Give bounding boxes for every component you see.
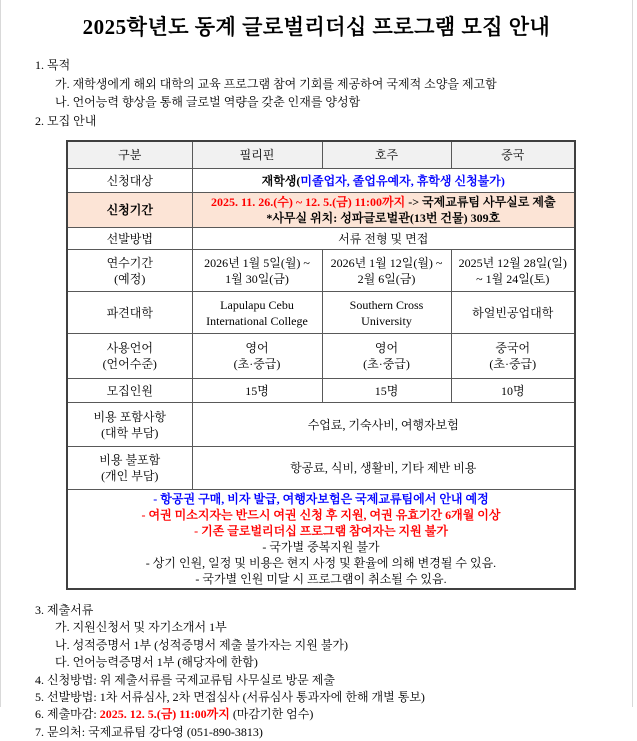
documents-item: 가. 지원신청서 및 자기소개서 1부	[55, 620, 227, 635]
cost-included-value: 수업료, 기숙사비, 여행자보험	[192, 403, 575, 447]
purpose-heading: 1. 목적	[35, 58, 71, 72]
row-quota	[67, 379, 575, 403]
eligibility-prefix: 재학생(	[261, 173, 301, 188]
university-label: 파견대학	[67, 292, 192, 334]
language-au-level: (초·중급)	[363, 357, 410, 371]
note-previous-participants: - 기존 글로벌리더십 프로그램 참여자는 지원 불가	[194, 524, 448, 538]
section-bottom	[35, 602, 632, 741]
cost-included-label	[67, 403, 192, 447]
language-australia	[322, 334, 451, 379]
quota-china: 10명	[451, 379, 575, 403]
period-deadline: 2025. 11. 26.(수) ~ 12. 5.(금) 11:00까지	[210, 195, 406, 209]
recruit-heading: 2. 모집 안내	[35, 113, 97, 128]
cost-excluded-label	[67, 447, 192, 490]
cost-excluded-label-line1: 비용 불포함	[99, 453, 161, 467]
note-subject-to-change: - 상기 인원, 일정 및 비용은 현지 사정 및 환율에 의해 변경될 수 있음.	[145, 556, 497, 570]
duration-australia	[322, 250, 451, 292]
language-ph-name: 영어	[245, 341, 269, 355]
language-label-line2: (언어수준)	[102, 357, 157, 371]
row-notes	[67, 490, 575, 590]
language-ph-level: (초·중급)	[233, 357, 281, 371]
documents-item: 다. 언어능력증명서 1부 (해당자에 한함)	[55, 655, 258, 670]
university-philippines: Lapulapu Cebu International College	[192, 292, 322, 334]
row-eligibility	[67, 169, 575, 193]
duration-ph-line2: 1월 30일(금)	[225, 271, 289, 286]
col-header-china: 중국	[451, 141, 575, 169]
documents-heading: 3. 제출서류	[35, 603, 94, 617]
duration-au-line2: 2월 6일(금)	[357, 271, 416, 286]
quota-australia: 15명	[322, 379, 451, 403]
duration-cn-line1: 2025년 12월 28일(일)	[458, 255, 567, 270]
selection-label: 선발방법	[67, 228, 192, 250]
language-cn-level: (초·중급)	[489, 357, 537, 371]
documents-item: 나. 성적증명서 1부 (성적증명서 제출 불가자는 지원 불가)	[55, 637, 349, 652]
cost-included-label-line2: (대학 부담)	[101, 425, 159, 440]
language-label-line1: 사용언어	[106, 341, 153, 355]
row-application-period	[67, 193, 575, 228]
duration-china	[451, 250, 575, 292]
apply-method-line: 4. 신청방법: 위 제출서류를 국제교류팀 사무실로 방문 제출	[35, 672, 335, 687]
deadline-suffix: (마감기한 엄수)	[229, 707, 314, 722]
deadline-prefix: 6. 제출마감:	[35, 707, 100, 722]
language-au-name: 영어	[374, 341, 399, 355]
quota-label: 모집인원	[67, 379, 192, 403]
purpose-item: 나. 언어능력 향상을 통해 글로벌 역량을 갖춘 인재를 양성함	[55, 95, 361, 109]
cost-included-label-line1: 비용 포함사항	[93, 409, 167, 424]
period-value	[192, 193, 575, 228]
university-china: 하얼빈공업대학	[451, 292, 575, 334]
selection-method-line: 5. 선발방법: 1차 서류심사, 2차 면접심사 (서류심사 통과자에 한해 개별 통보)	[35, 690, 425, 705]
row-host-university	[67, 292, 575, 334]
cost-excluded-value: 항공료, 식비, 생활비, 기타 제반 비용	[192, 447, 575, 490]
table-notes	[67, 490, 575, 590]
language-china	[451, 334, 575, 379]
note-airfare-visa: - 항공권 구매, 비자 발급, 여행자보험은 국제교류팀에서 안내 예정	[153, 492, 489, 506]
selection-value: 서류 전형 및 면접	[192, 228, 575, 250]
quota-philippines: 15명	[192, 379, 322, 403]
purpose-item: 가. 재학생에게 해외 대학의 교육 프로그램 참여 기회를 제공하여 국제적 소양을 제고함	[55, 76, 497, 91]
period-line1	[195, 194, 573, 210]
duration-label-line2: (예정)	[114, 271, 146, 286]
eligibility-restricted: 미졸업자, 졸업유예자, 휴학생 신청불가)	[300, 173, 505, 188]
row-language	[67, 334, 575, 379]
note-duplicate-application: - 국가별 중복지원 불가	[262, 540, 380, 554]
row-selection-method	[67, 228, 575, 250]
row-cost-included	[67, 403, 575, 447]
section-purpose	[35, 56, 632, 130]
duration-label-line1: 연수기간	[106, 255, 153, 270]
duration-au-line1: 2026년 1월 12일(월) ~	[330, 255, 443, 270]
duration-label	[67, 250, 192, 292]
page-title: 2025학년도 동계 글로벌리더십 프로그램 모집 안내	[82, 15, 551, 39]
period-office-location: *사무실 위치: 성파글로벌관(13번 건물) 309호	[266, 211, 501, 225]
duration-philippines	[192, 250, 322, 292]
deadline-date: 2025. 12. 5.(금) 11:00까지	[99, 707, 230, 722]
deadline-line	[35, 706, 632, 723]
cost-excluded-label-line2: (개인 부담)	[101, 469, 159, 483]
eligibility-label: 신청대상	[67, 169, 192, 193]
row-cost-excluded	[67, 447, 575, 490]
note-cancellation: - 국가별 인원 미달 시 프로그램이 취소될 수 있음.	[195, 572, 447, 586]
col-header-category: 구분	[67, 141, 192, 169]
eligibility-value	[192, 169, 575, 193]
language-label	[67, 334, 192, 379]
col-header-philippines: 필리핀	[192, 141, 322, 169]
language-philippines	[192, 334, 322, 379]
recruit-info-table	[66, 140, 576, 590]
period-label: 신청기간	[67, 193, 192, 228]
duration-ph-line1: 2026년 1월 5일(월) ~	[204, 255, 310, 270]
note-passport: - 여권 미소지자는 반드시 여권 신청 후 지원, 여권 유효기간 6개월 이상	[141, 508, 501, 522]
col-header-australia: 호주	[322, 141, 451, 169]
contact-line: 7. 문의처: 국제교류팀 강다영 (051-890-3813)	[35, 724, 263, 739]
duration-cn-line2: ~ 1월 24일(토)	[476, 271, 550, 286]
period-submit-to: -> 국제교류팀 사무실로 제출	[405, 195, 556, 209]
table-header-row	[67, 141, 575, 169]
row-duration	[67, 250, 575, 292]
language-cn-name: 중국어	[495, 341, 531, 355]
university-australia: Southern Cross University	[322, 292, 451, 334]
